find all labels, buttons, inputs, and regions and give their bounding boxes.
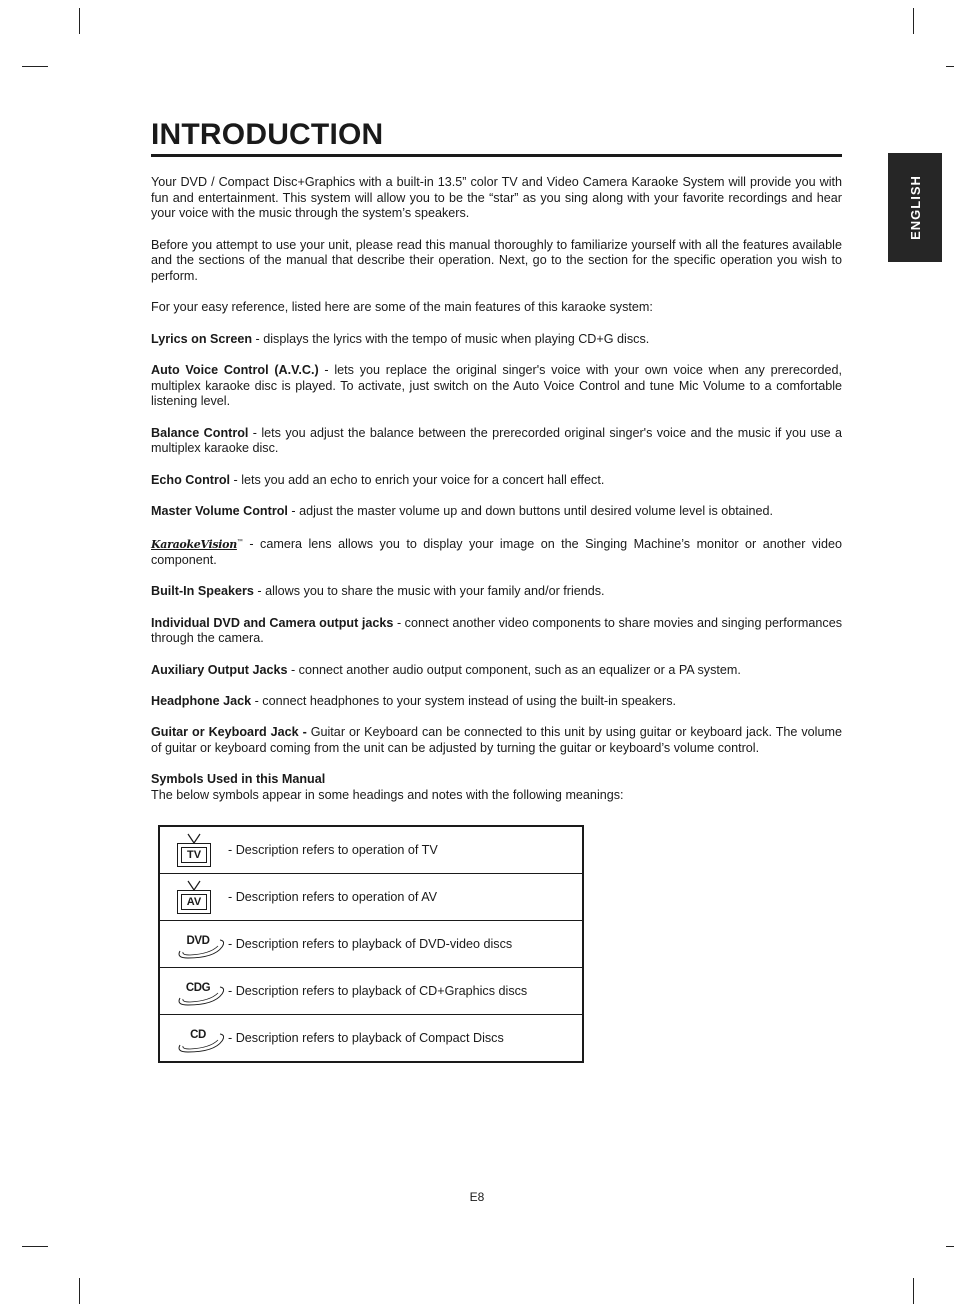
feature-name: Auto Voice Control (A.V.C.) [151,363,319,377]
av-icon-label: AV [186,896,202,908]
av-screen [177,890,211,914]
symbol-row-cdg [160,968,582,1015]
feature-text: - connect headphones to your system instead of using the built-in speakers. [251,694,677,709]
feature-name: Echo Control [151,472,231,487]
feature-text: - lets you adjust the balance between the prerecorded original singer's voice and the music if you use a multiplex karaoke disc. [151,425,842,456]
symbol-icon-cell [160,827,228,873]
dvd-disc-label: DVD [186,935,210,947]
karaokevision-logo-text: KaraokeVision [151,538,237,552]
feature-output-jacks [151,616,842,647]
trademark-mark: ™ [236,539,243,546]
symbol-row-av [160,874,582,921]
crop-mark [913,1278,914,1304]
feature-name: Guitar or Keyboard Jack - [151,725,307,740]
intro-paragraph: Your DVD / Compact Disc+Graphics with a built-in 13.5” color TV and Video Camera Karaoke System will provide you with fun and entertainment. This system will allow you to be the “star” as you sing along with your favorite recordings and hear your voice with the music through the system’s speakers. [151,175,842,221]
feature-lyrics-on-screen [151,332,842,348]
feature-guitar-keyboard-jack [151,725,842,756]
feature-master-volume-control [151,504,842,520]
cdg-disc-label: CDG [185,982,211,994]
crop-mark [79,8,80,34]
av-icon [177,880,213,916]
feature-balance-control [151,426,842,457]
symbol-description: - Description refers to playback of CD+Graphics discs [228,984,528,998]
feature-name: Individual DVD and Camera output jacks [151,615,394,630]
symbols-intro: The below symbols appear in some headings and notes with the following meanings: [151,788,624,803]
feature-auto-voice-control [151,363,842,410]
symbol-description: - Description refers to playback of Compact Discs [228,1031,504,1045]
main-content [151,117,842,804]
dvd-disc-icon [174,931,226,959]
language-tab [888,153,942,262]
symbol-row-dvd [160,921,582,968]
feature-karaokevision [151,535,842,569]
feature-name: Master Volume Control [151,504,288,518]
feature-echo-control [151,473,842,489]
body-text [151,175,842,804]
symbols-table [158,825,584,1063]
feature-name: Headphone Jack [151,694,252,709]
page-title: INTRODUCTION [151,117,842,157]
symbol-icon-cell [160,921,228,967]
feature-text: - connect another video components to share movies and singing performances through the camera. [151,615,842,646]
feature-name: Lyrics on Screen [151,331,253,346]
language-tab-label: ENGLISH [907,175,923,240]
feature-name: Auxiliary Output Jacks [151,662,288,677]
crop-mark [22,66,48,67]
intro-paragraph: Before you attempt to use your unit, please read this manual thoroughly to familiarize yourself with all the features available and the sections of the manual that describe their operation. Next, go to the section for the specific operation you wish to perform. [151,237,842,284]
symbol-icon-cell [160,968,228,1014]
crop-mark [913,8,914,34]
symbol-row-tv [160,827,582,874]
symbol-description: - Description refers to operation of TV [228,843,438,857]
symbol-description: - Description refers to playback of DVD-video discs [228,937,513,951]
feature-text: - camera lens allows you to display your image on the Singing Machine’s monitor or another video component. [151,537,842,568]
feature-text: - adjust the master volume up and down buttons until desired volume level is obtained. [287,504,774,518]
page-number: E8 [469,1190,485,1204]
crop-mark [946,1246,954,1247]
intro-paragraph: For your easy reference, listed here are some of the main features of this karaoke system: [151,300,653,315]
feature-text: - lets you replace the original singer's voice with your own voice when any prerecorded, multiplex karaoke disc is played. To activate, just switch on the Auto Voice Control and tune Mic Volume to a comfortable listening level. [151,363,842,409]
feature-headphone-jack [151,694,842,710]
feature-text: - connect another audio output component, such as an equalizer or a PA system. [287,662,741,677]
tv-icon [177,833,213,869]
symbols-heading: Symbols Used in this Manual [151,772,326,787]
cdg-disc-icon [174,978,226,1006]
symbol-icon-cell [160,1015,228,1061]
tv-icon-label: TV [186,849,202,861]
feature-text: - lets you add an echo to enrich your voice for a concert hall effect. [230,472,605,487]
feature-text: - displays the lyrics with the tempo of music when playing CD+G discs. [252,331,650,346]
symbol-description: - Description refers to operation of AV [228,890,438,904]
crop-mark [79,1278,80,1304]
tv-screen [177,843,211,867]
feature-text: Guitar or Keyboard can be connected to this unit by using guitar or keyboard jack. The volume of guitar or keyboard coming from the unit can be adjusted by turning the guitar or keyboard’s volume control. [151,725,842,756]
feature-name: Balance Control [151,425,249,440]
crop-mark [946,66,954,67]
cd-disc-icon [174,1025,226,1053]
feature-name: Built-In Speakers [151,584,254,599]
symbol-icon-cell [160,874,228,920]
symbol-row-cd [160,1015,582,1061]
feature-auxiliary-output-jacks [151,663,842,679]
feature-text: - allows you to share the music with your family and/or friends. [253,584,605,599]
cd-disc-label: CD [190,1029,206,1041]
crop-mark [22,1246,48,1247]
karaokevision-logo [151,538,237,551]
feature-built-in-speakers [151,584,842,600]
